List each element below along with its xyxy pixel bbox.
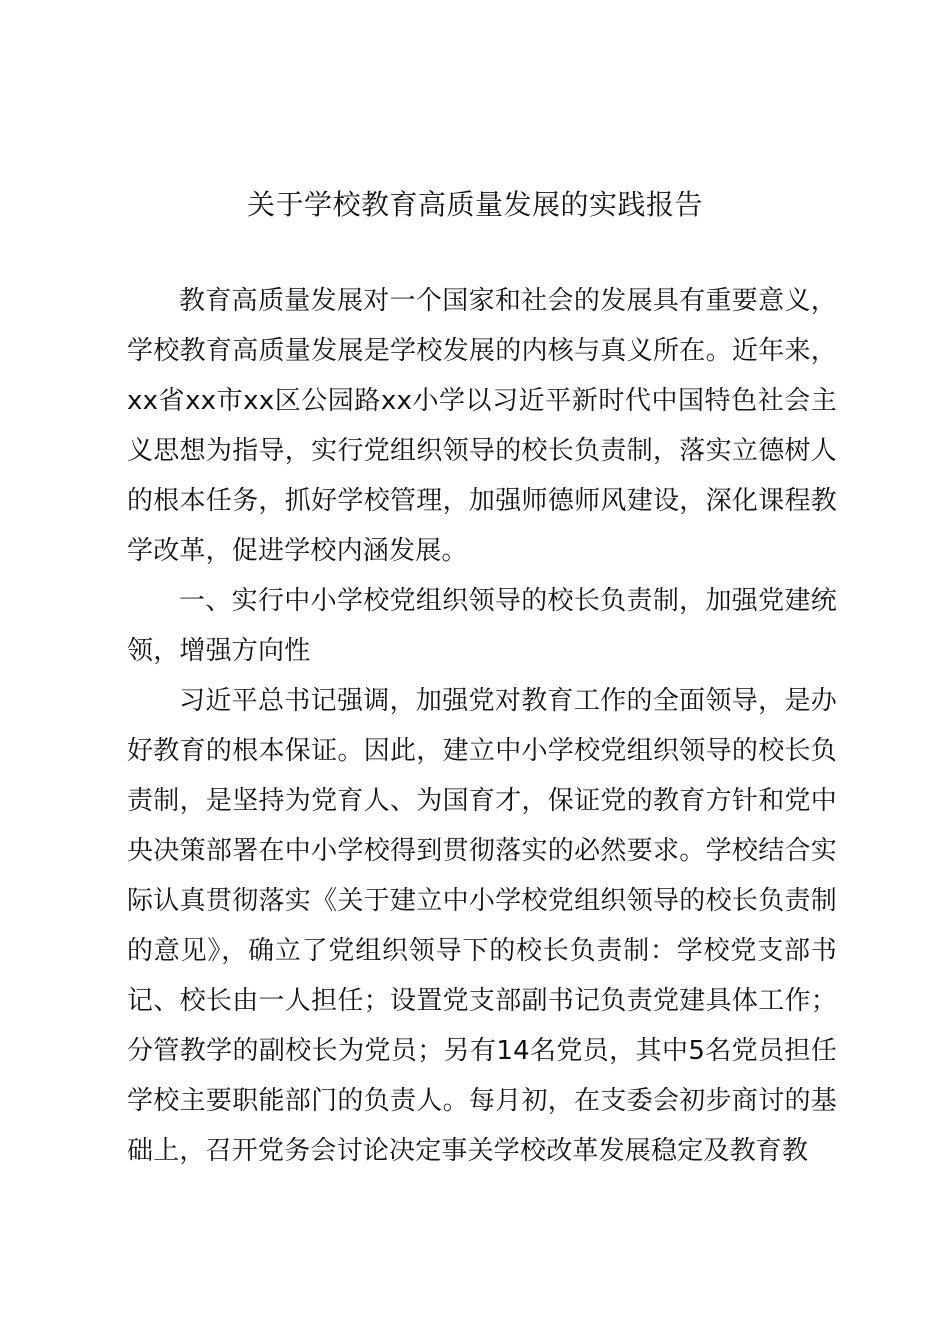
intro-paragraph: 教育高质量发展对一个国家和社会的发展具有重要意义，学校教育高质量发展是学校发展的内核与真义所在。近年来，xx省xx市xx区公园路xx小学以习近平新时代中国特色社会主义思想为指导，实行党组织领导的校长负责制，落实立德树人的根本任务，抓好学校管理，加强师德师风建设，深化课程教学改革，促进学校内涵发展。 [127, 286, 837, 566]
section-1-paragraph: 习近平总书记强调，加强党对教育工作的全面领导，是办好教育的根本保证。因此，建立中小学校党组织领导的校长负责制，是坚持为党育人、为国育才，保证党的教育方针和党中央决策部署在中小学校得到贯彻落实的必然要求。学校结合实际认真贯彻落实《关于建立中小学校党组织领导的校长负责制的意见》，确立了党组织领导下的校长负责制：学校党支部书记、校长由一人担任；设置党支部副书记负责党建具体工作；分管教学的副校长为党员；另有14名党员，其中5名党员担任学校主要职能部门的负责人。每月初，在支委会初步商讨的基础上，召开党务会讨论决定事关学校改革发展稳定及教育教 [127, 686, 837, 1166]
section-heading-1: 一、实行中小学校党组织领导的校长负责制，加强党建统领，增强方向性 [127, 586, 837, 666]
document-body [127, 276, 837, 1176]
document-title: 关于学校教育高质量发展的实践报告 [246, 188, 703, 221]
